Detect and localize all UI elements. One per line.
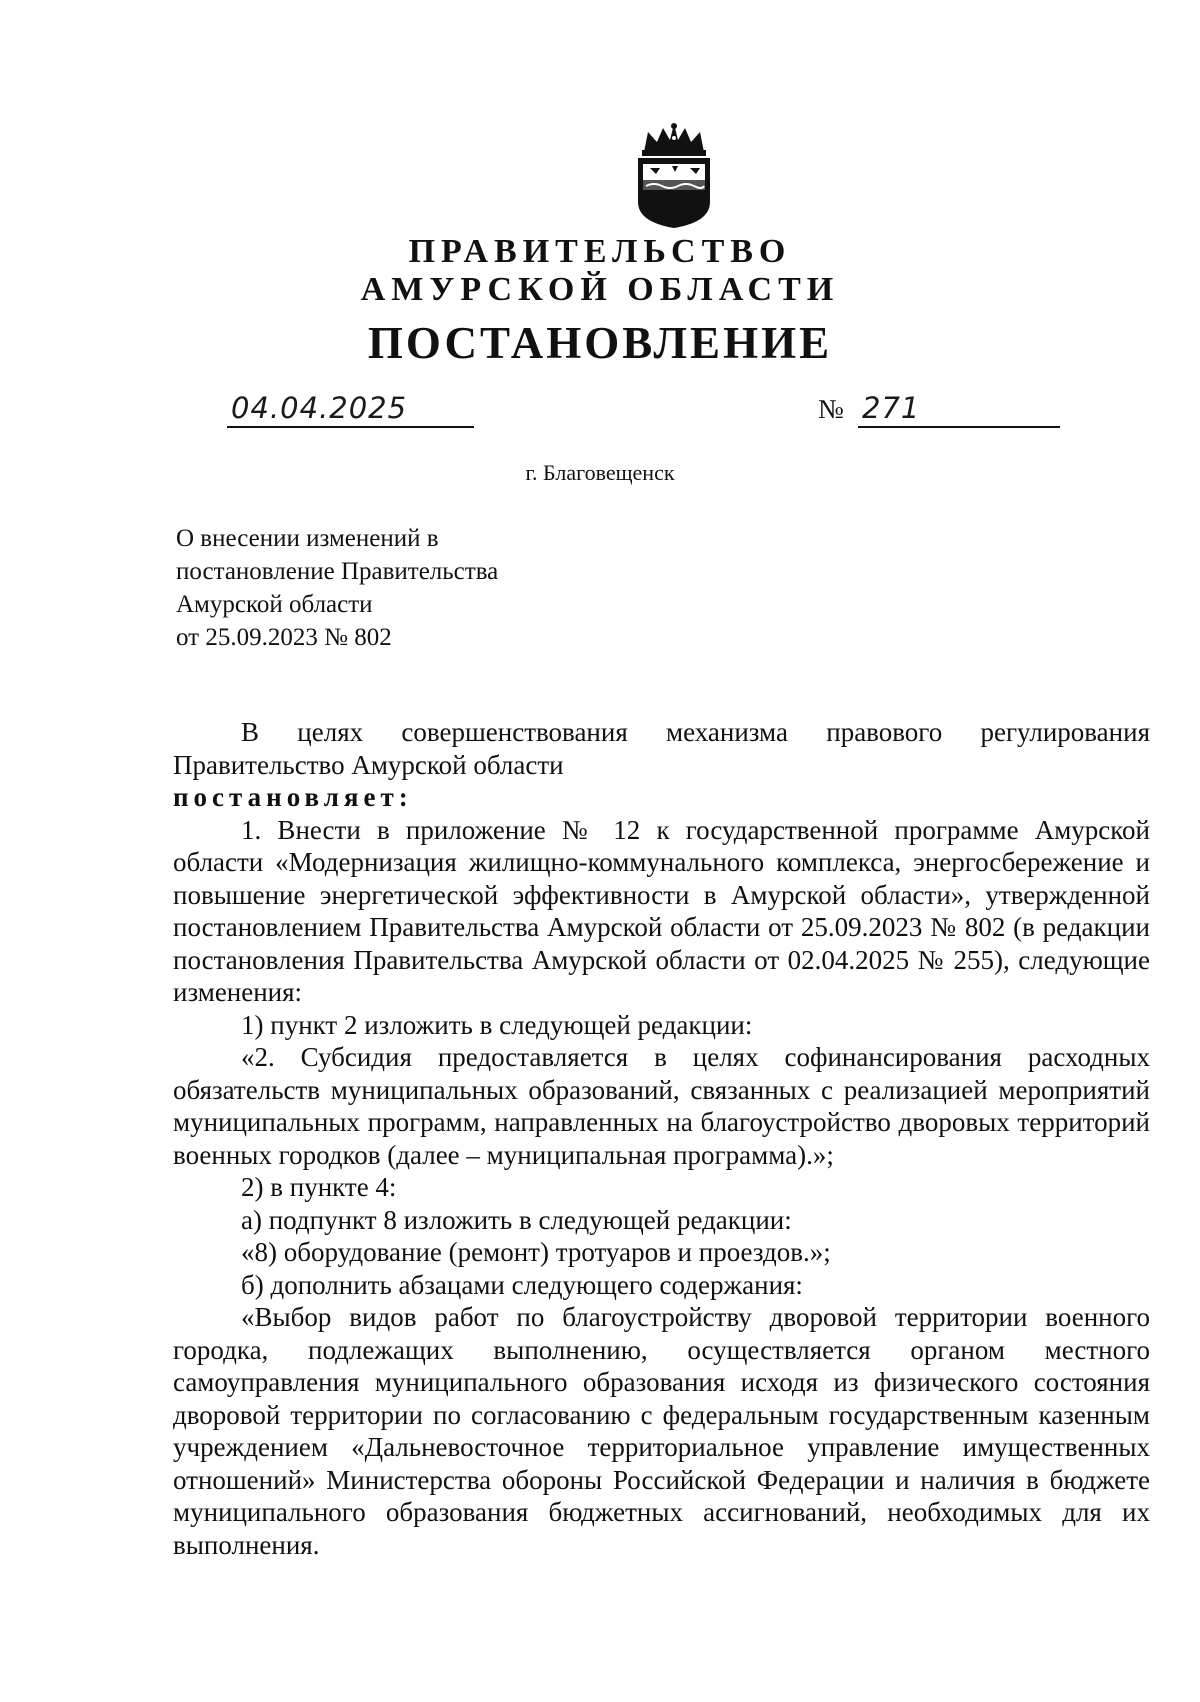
intro-paragraph: В целях совершенствования механизма правового регулирования Правительство Амурской области — [173, 717, 1150, 780]
paragraph: б) дополнить абзацами следующего содержания: — [241, 1269, 803, 1300]
number-sign: № — [818, 394, 844, 424]
paragraph: «Выбор видов работ по благоустройству дворовой территории военного городка, подлежащих выполнению, осуществляется органом местного самоуправления муниципального образования исходя из физического состояния дворовой территории по согласованию с федеральным государственным казенным учреждением «Дальневосточное территориальное управление имущественных отношений» Министерства обороны Российской Федерации и наличия в бюджете муниципального образования бюджетных ассигнований, необходимых для их выполнения. — [173, 1302, 1150, 1560]
subject-line: постановление Правительства — [176, 558, 499, 585]
paragraph: 2) в пункте 4: — [241, 1172, 397, 1202]
document-type-title: ПОСТАНОВЛЕНИЕ — [367, 318, 833, 368]
paragraph: 1) пункт 2 изложить в следующей редакции: — [241, 1009, 753, 1040]
subject-line: Амурской области — [176, 591, 373, 618]
document-body — [173, 716, 1150, 1561]
document-subject — [176, 522, 498, 654]
subject-line: от 25.09.2023 № 802 — [176, 624, 392, 651]
number-field — [858, 388, 1060, 428]
handwritten-date: 04.04.2025 — [231, 391, 408, 425]
paragraph: 1. Внести в приложение № 12 к государственной программе Амурской области «Модернизация жилищно-коммунального комплекса, энергосбережение и повышение энергетической эффективности в Амурской области», утвержденной постановлением Правительства Амурской области от 25.09.2023 № 802 (в редакции постановления Правительства Амурской области от 02.04.2025 № 255), следующие изменения: — [173, 814, 1150, 1007]
government-name-line2: АМУРСКОЙ ОБЛАСТИ — [360, 271, 840, 308]
coat-of-arms-icon — [630, 122, 718, 230]
paragraph: «2. Субсидия предоставляется в целях софинансирования расходных обязательств муниципальных образований, связанных с реализацией мероприятий муниципальных программ, направленных на благоустройство дворовых территорий военных городков (далее – муниципальная программа).»; — [173, 1042, 1150, 1170]
subject-line: О внесении изменений в — [176, 525, 439, 552]
government-name-line1: ПРАВИТЕЛЬСТВО — [408, 233, 792, 270]
handwritten-number: 271 — [862, 391, 921, 425]
paragraph: а) подпункт 8 изложить в следующей редакции: — [241, 1204, 792, 1235]
date-field — [227, 388, 474, 428]
paragraph: «8) оборудование (ремонт) тротуаров и проездов.»; — [241, 1237, 831, 1267]
city-name: г. Благовещенск — [525, 460, 675, 485]
resolves-heading: постановляет: — [173, 782, 413, 812]
